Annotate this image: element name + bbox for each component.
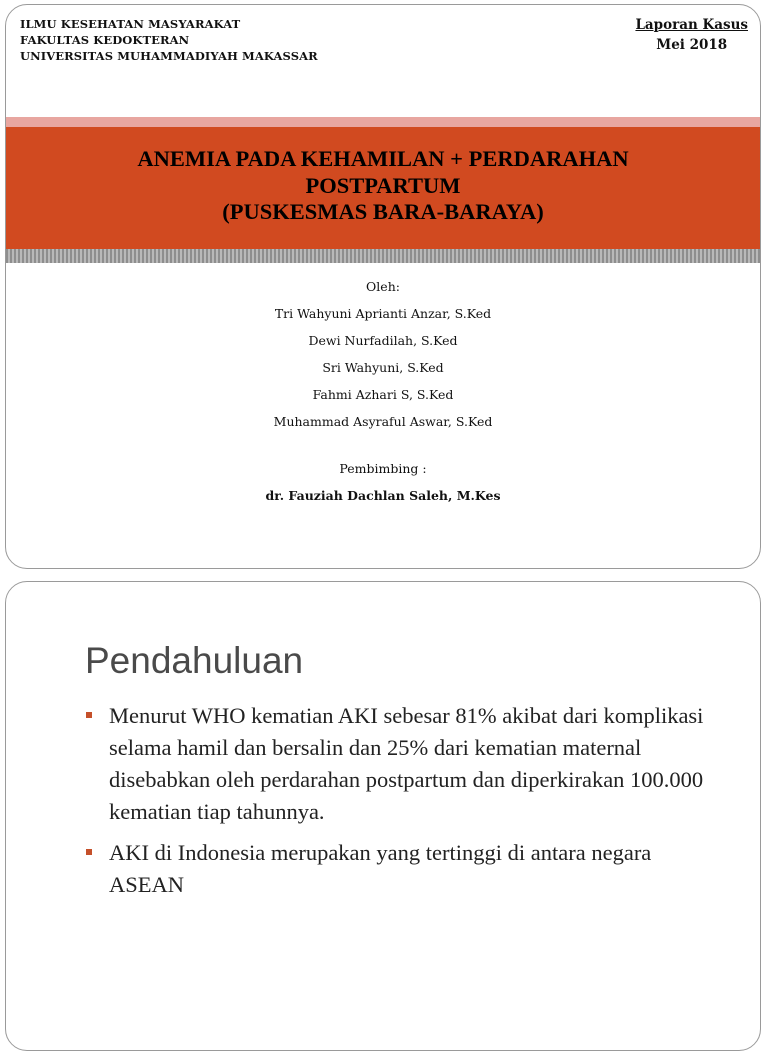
title-line: ANEMIA PADA KEHAMILAN + PERDARAHAN — [137, 146, 629, 172]
report-type: Laporan Kasus — [635, 17, 748, 33]
title-slide — [5, 4, 761, 569]
author-name: Dewi Nurfadilah, S.Ked — [308, 333, 458, 348]
institution-line: FAKULTAS KEDOKTERAN — [20, 33, 190, 47]
institution-line: ILMU KESEHATAN MASYARAKAT — [20, 17, 241, 31]
decorative-stripe-band — [6, 249, 760, 263]
by-label: Oleh: — [366, 279, 400, 294]
report-meta — [635, 15, 748, 55]
bullet-list — [86, 700, 716, 910]
bullet-text: Menurut WHO kematian AKI sebesar 81% akibat dari komplikasi selama hamil dan bersalin dan 25% dari kematian maternal disebabkan oleh perdarahan postpartum dan diperkirakan 100.000 kematian tiap tahunnya. — [109, 703, 704, 824]
report-date: Mei 2018 — [656, 37, 728, 53]
title-line: (PUSKESMAS BARA-BARAYA) — [222, 199, 544, 225]
author-name: Sri Wahyuni, S.Ked — [322, 360, 444, 375]
spacer — [6, 439, 760, 459]
author-name: Muhammad Asyraful Aswar, S.Ked — [273, 414, 493, 429]
content-slide — [5, 581, 761, 1051]
institution-line: UNIVERSITAS MUHAMMADIYAH MAKASSAR — [20, 49, 318, 63]
bullet-text: AKI di Indonesia merupakan yang tertinggi di antara negara ASEAN — [109, 840, 652, 897]
title-line: POSTPARTUM — [305, 172, 461, 198]
slide-heading: Pendahuluan — [85, 640, 304, 681]
decorative-pink-band — [6, 117, 760, 127]
list-item — [86, 837, 716, 901]
supervisor-label: Pembimbing : — [339, 461, 427, 476]
institution-block — [20, 16, 318, 64]
author-name: Tri Wahyuni Aprianti Anzar, S.Ked — [274, 306, 492, 321]
square-bullet-icon — [86, 712, 92, 718]
author-name: Fahmi Azhari S, S.Ked — [312, 387, 454, 402]
slide-title — [137, 146, 628, 226]
supervisor-name: dr. Fauziah Dachlan Saleh, M.Kes — [265, 488, 501, 503]
authors-block — [6, 277, 760, 513]
title-band — [6, 127, 760, 249]
list-item — [86, 700, 716, 828]
square-bullet-icon — [86, 849, 92, 855]
